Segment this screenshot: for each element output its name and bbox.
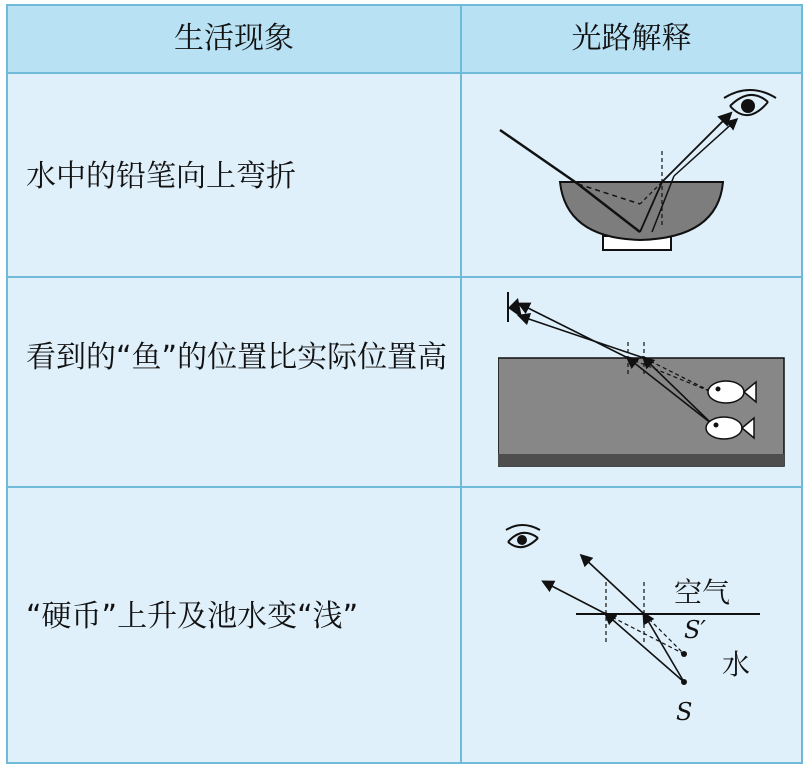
coin-pool-diagram (498, 518, 798, 758)
row3-phenomenon: “硬币”上升及池水变“浅” (26, 599, 359, 634)
eye-icon (724, 90, 776, 115)
header-phenomenon: 生活现象 (174, 21, 294, 56)
bowl-water (560, 182, 723, 240)
pond-bottom (498, 454, 784, 466)
eye-icon (506, 525, 540, 547)
label-air: 空气 (674, 576, 731, 609)
label-s: S (676, 698, 693, 726)
pencil-bowl-diagram (468, 76, 798, 274)
header-explanation: 光路解释 (571, 21, 692, 56)
label-water: 水 (722, 648, 751, 681)
eye-icon (508, 292, 522, 322)
row2-phenomenon: 看到的“鱼”的位置比实际位置高 (26, 340, 448, 375)
comparison-table (6, 4, 803, 764)
pencil-line (500, 130, 578, 184)
column-divider (460, 6, 462, 762)
light-ray (662, 114, 730, 182)
label-s-prime: S′ (684, 616, 706, 644)
fish-diagram (498, 284, 798, 469)
water-body (498, 358, 784, 466)
row1-phenomenon: 水中的铅笔向上弯折 (26, 159, 296, 194)
row-divider (8, 486, 801, 488)
row-divider (8, 276, 801, 278)
